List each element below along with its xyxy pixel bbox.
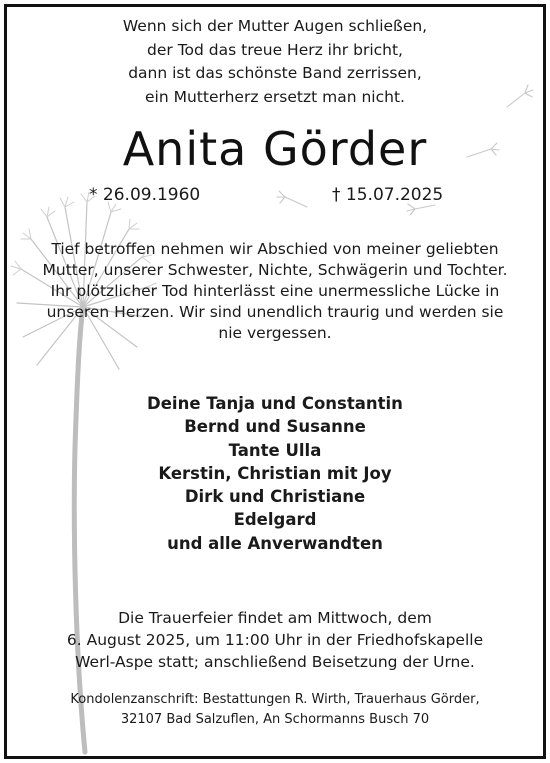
condolence-address — [7, 690, 543, 730]
funeral-line: 6. August 2025, um 11:00 Uhr in der Friedhofskapelle — [66, 631, 484, 649]
family-member: Bernd und Susanne — [184, 417, 366, 437]
family-member: Kerstin, Christian mit Joy — [158, 463, 392, 483]
family-member: Tante Ulla — [228, 440, 322, 460]
announcement-line: Ihr plötzlicher Tod hinterlässt eine unermessliche Lücke in — [50, 282, 500, 300]
poem-line: der Tod das treue Herz ihr bricht, — [147, 40, 403, 59]
poem-line: Wenn sich der Mutter Augen schließen, — [122, 17, 428, 35]
funeral-details — [7, 607, 543, 673]
family-member: Dirk und Christiane — [184, 487, 366, 507]
obituary-frame — [4, 4, 546, 759]
announcement-line: nie vergessen. — [218, 324, 332, 342]
family-member: und alle Anverwandten — [167, 533, 383, 553]
contact-line: 32107 Bad Salzuflen, An Schormanns Busch 70 — [120, 712, 430, 727]
poem-line: ein Mutterherz ersetzt man nicht. — [145, 87, 405, 106]
death-date: † 15.07.2025 — [332, 185, 444, 205]
poem — [7, 15, 543, 109]
family-member: Edelgard — [233, 510, 317, 530]
announcement-text — [7, 239, 543, 344]
announcement-line: Tief betroffen nehmen wir Abschied von meiner geliebten — [51, 240, 499, 258]
announcement-line: unseren Herzen. Wir sind unendlich traurig und werden sie — [46, 303, 504, 321]
funeral-line: Die Trauerfeier findet am Mittwoch, dem — [118, 609, 432, 627]
family-member: Deine Tanja und Constantin — [147, 394, 403, 413]
announcement-line: Mutter, unserer Schwester, Nichte, Schwägerin und Tochter. — [42, 261, 508, 279]
contact-line: Kondolenzanschrift: Bestattungen R. Wirth, Trauerhaus Görder, — [70, 692, 480, 707]
family-signatures — [7, 392, 543, 555]
funeral-line: Werl-Aspe statt; anschließend Beisetzung der Urne. — [75, 653, 475, 671]
birth-date: * 26.09.1960 — [89, 185, 201, 205]
deceased-name: Anita Görder — [122, 122, 428, 176]
poem-line: dann ist das schönste Band zerrissen, — [128, 64, 422, 82]
